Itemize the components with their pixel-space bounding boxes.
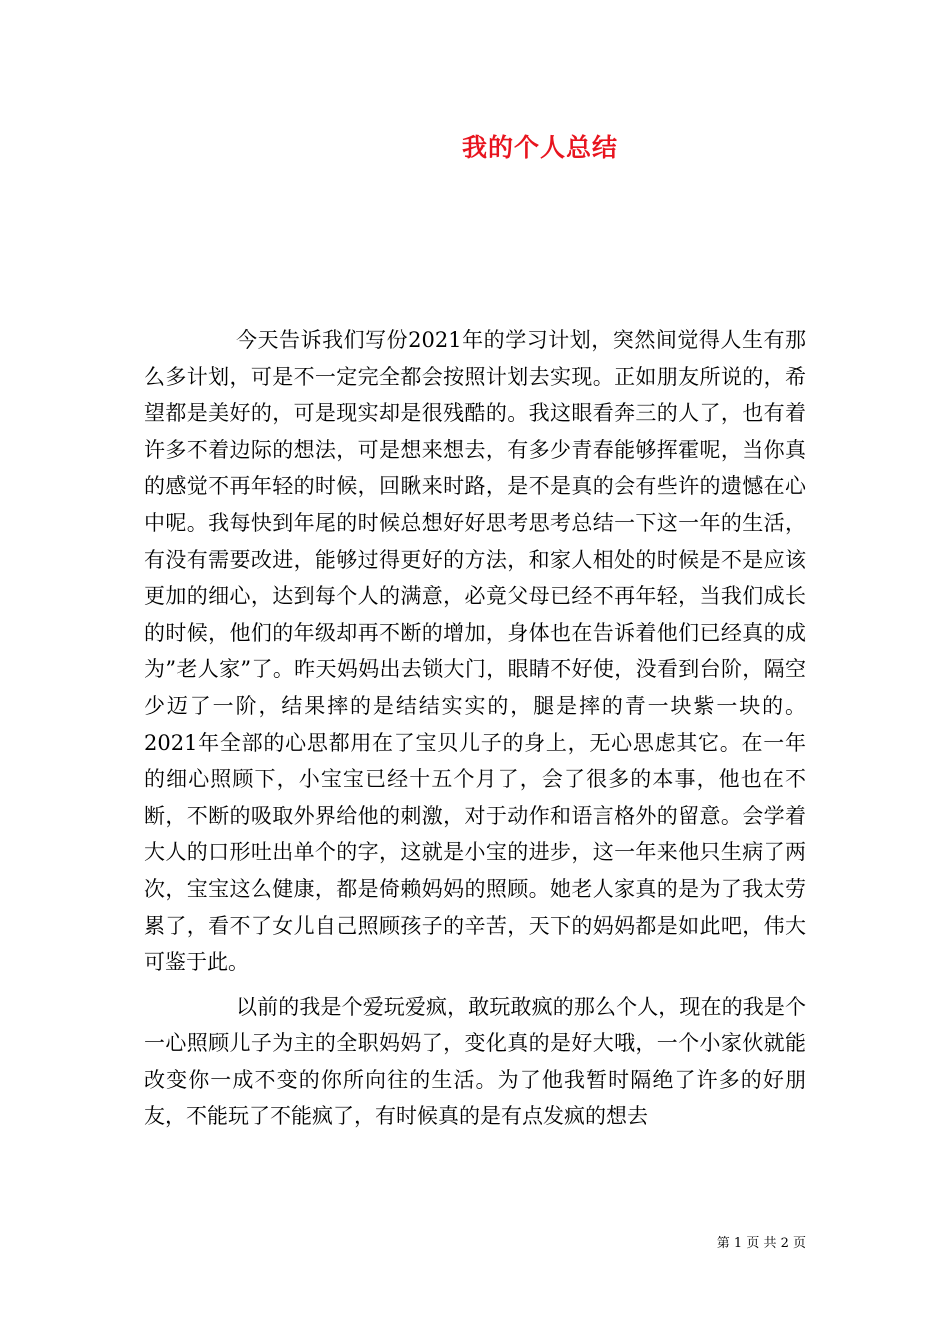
page-number-footer: 第 1 页 共 2 页 [716,1236,806,1251]
document-title: 我的个人总结 [461,133,618,162]
paragraph-1: 今天告诉我们写份2021年的学习计划，突然间觉得人生有那么多计划，可是不一定完全都会按照计划去实现。正如朋友所说的，希望都是美好的，可是现实却是很残酷的。我这眼看奔三的人了，也有着许多不着边际的想法，可是想来想去，有多少青春能够挥霍呢，当你真的感觉不再年轻的时候，回瞅来时路，是不是真的会有些许的遗憾在心中呢。我每快到年尾的时候总想好好思考思考总结一下这一年的生活，有没有需要改进，能够过得更好的方法，和家人相处的时候是不是应该更加的细心，达到每个人的满意，必竟父母已经不再年轻，当我们成长的时候，他们的年级却再不断的增加，身体也在告诉着他们已经真的成为”老人家”了。昨天妈妈出去锁大门，眼睛不好使，没看到台阶，隔空少迈了一阶，结果摔的是结结实实的，腿是摔的青一块紫一块的。2021年全部的心思都用在了宝贝儿子的身上，无心思虑其它。在一年的细心照顾下，小宝宝已经十五个月了，会了很多的本事，他也在不断，不断的吸取外界给他的刺激，对于动作和语言格外的留意。会学着大人的口形吐出单个的字，这就是小宝的进步，这一年来他只生病了两次，宝宝这么健康，都是倚赖妈妈的照顾。她老人家真的是为了我太劳累了，看不了女儿自己照顾孩子的辛苦，天下的妈妈都是如此吧，伟大可鉴于此。 [144,328,806,975]
paragraph-2: 以前的我是个爱玩爱疯，敢玩敢疯的那么个人，现在的我是个一心照顾儿子为主的全职妈妈了，变化真的是好大哦，一个小家伙就能改变你一成不变的你所向往的生活。为了他我暂时隔绝了许多的好朋友，不能玩了不能疯了，有时候真的是有点发疯的想去 [144,994,806,1129]
document-body [144,322,806,1135]
